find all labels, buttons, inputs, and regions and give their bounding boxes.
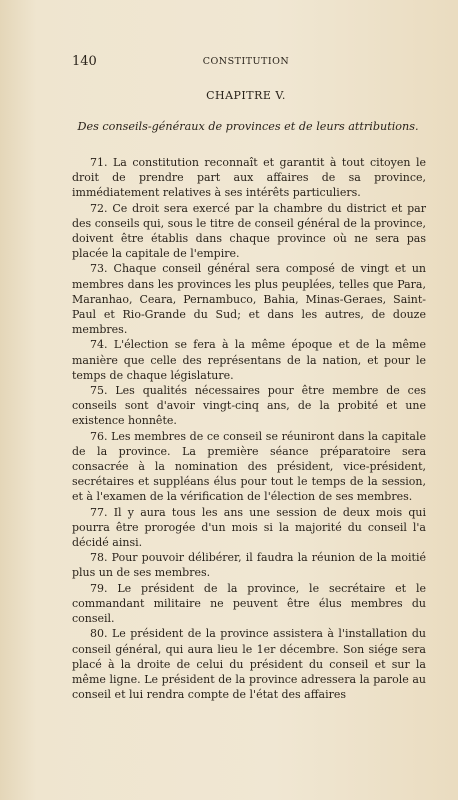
article-72: 72. Ce droit sera exercé par la chambre du district et par des conseils qui, sous le titre de conseil général de la province, doivent être établis dans chaque province où ne sera pas placée la capitale de l'empire. — [72, 201, 426, 261]
articles-body — [72, 155, 426, 702]
page-header — [72, 54, 420, 70]
article-79: 79. Le président de la province, le secrétaire et le commandant militaire ne peuvent être élus membres du conseil. — [72, 581, 426, 626]
article-74: 74. L'élection se fera à la même époque et de la même manière que celle des représentans de la nation, et pour le temps de chaque législature. — [72, 338, 426, 382]
article-80: 80. Le président de la province assistera à l'installation du conseil général, qui aura lieu le 1er décembre. Son siége sera placé à la droite de celui du président du conseil et sur la même ligne. Le président de la province adressera la parole au conseil et lui rendra compte de l'état des affaires — [72, 627, 426, 702]
article-78: 78. Pour pouvoir délibérer, il faudra la réunion de la moitié plus un de ses membres. — [72, 551, 426, 580]
chapter-subtitle: Des conseils-généraux de provinces et de leurs attributions. — [77, 120, 419, 133]
article-76: 76. Les membres de ce conseil se réuniront dans la capitale de la province. La première séance préparatoire sera consacrée à la nomination des président, vice-président, secrétaires et suppléans élus pour tout le temps de la session, et à l'examen de la vérification de l'élection de ses membres. — [72, 429, 426, 504]
article-71: 71. La constitution reconnaît et garantit à tout citoyen le droit de prendre part aux affaires de sa province, immédiatement relatives à ses intérêts particuliers. — [72, 156, 426, 200]
page-number: 140 — [72, 54, 97, 69]
article-77: 77. Il y aura tous les ans une session de deux mois qui pourra être prorogée d'un mois si la majorité du conseil l'a décidé ainsi. — [72, 505, 426, 550]
chapter-title: CHAPITRE V. — [206, 89, 286, 102]
running-head: CONSTITUTION — [202, 56, 290, 67]
article-75: 75. Les qualités nécessaires pour être membre de ces conseils sont d'avoir vingt-cinq ans, de la probité et une existence honnête. — [72, 384, 426, 428]
article-73: 73. Chaque conseil général sera composé de vingt et un membres dans les provinces les plus peuplées, telles que Para, Maranhao, Ceara, Pernambuco, Bahia, Minas-Geraes, Saint-Paul et Rio-Grande du Sud; et dans les autres, de douze membres. — [72, 262, 426, 337]
